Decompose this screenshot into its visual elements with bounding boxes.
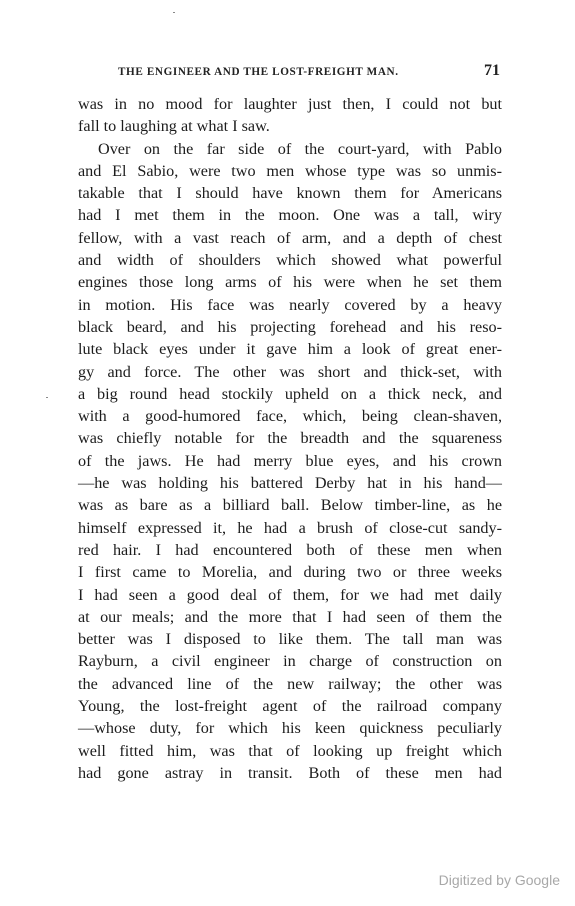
text-line: Rayburn, a civil engineer in charge of construction on xyxy=(78,652,502,671)
digitized-watermark: Digitized by Google xyxy=(438,872,560,888)
text-line: fellow, with a vast reach of arm, and a depth of chest xyxy=(78,228,502,247)
text-line: and El Sabio, were two men whose type was so unmis- xyxy=(78,161,502,180)
page-number: 71 xyxy=(484,62,500,79)
text-line: —whose duty, for which his keen quickness peculiarly xyxy=(78,719,502,738)
text-line: was as bare as a billiard ball. Below timber-line, as he xyxy=(78,496,502,515)
text-line: himself expressed it, he had a brush of close-cut sandy- xyxy=(78,518,502,537)
text-body xyxy=(78,93,502,784)
text-line: with a good-humored face, which, being clean-shaven, xyxy=(78,407,502,426)
scan-speck xyxy=(173,12,175,13)
text-line: lute black eyes under it gave him a look of great ener- xyxy=(78,340,502,359)
text-line: red hair. I had encountered both of these men when xyxy=(78,540,502,559)
text-line: black beard, and his projecting forehead and his reso- xyxy=(78,317,502,336)
text-line: at our meals; and the more that I had seen of them the xyxy=(78,607,502,626)
text-line: —he was holding his battered Derby hat in his hand— xyxy=(78,474,502,493)
text-line: and width of shoulders which showed what powerful xyxy=(78,251,502,270)
text-line: better was I disposed to like them. The tall man was xyxy=(78,630,502,649)
text-line: gy and force. The other was short and thick-set, with xyxy=(78,362,502,381)
text-line: was in no mood for laughter just then, I could not but xyxy=(78,95,502,113)
running-title: THE ENGINEER AND THE LOST-FREIGHT MAN. xyxy=(118,66,399,78)
scan-speck xyxy=(46,397,48,398)
text-line: well fitted him, was that of looking up freight which xyxy=(78,741,502,760)
running-head xyxy=(78,60,500,84)
text-line: I had seen a good deal of them, for we had met daily xyxy=(78,585,502,604)
text-line: the advanced line of the new railway; the other was xyxy=(78,674,502,693)
text-line: a big round head stockily upheld on a thick neck, and xyxy=(78,384,502,403)
paragraph-first-line: Over on the far side of the court-yard, with Pablo xyxy=(98,139,502,158)
text-line: takable that I should have known them for Americans xyxy=(78,184,502,203)
text-line: I first came to Morelia, and during two or three weeks xyxy=(78,563,502,582)
text-line: had gone astray in transit. Both of these men had xyxy=(78,763,502,782)
text-line: Young, the lost-freight agent of the railroad company xyxy=(78,697,502,716)
text-line: was chiefly notable for the breadth and the squareness xyxy=(78,429,502,448)
text-line: engines those long arms of his were when he set them xyxy=(78,273,502,292)
text-line: fall to laughing at what I saw. xyxy=(78,117,270,136)
text-line: in motion. His face was nearly covered by a heavy xyxy=(78,295,502,314)
text-line: of the jaws. He had merry blue eyes, and his crown xyxy=(78,451,502,470)
text-line: had I met them in the moon. One was a tall, wiry xyxy=(78,206,502,225)
